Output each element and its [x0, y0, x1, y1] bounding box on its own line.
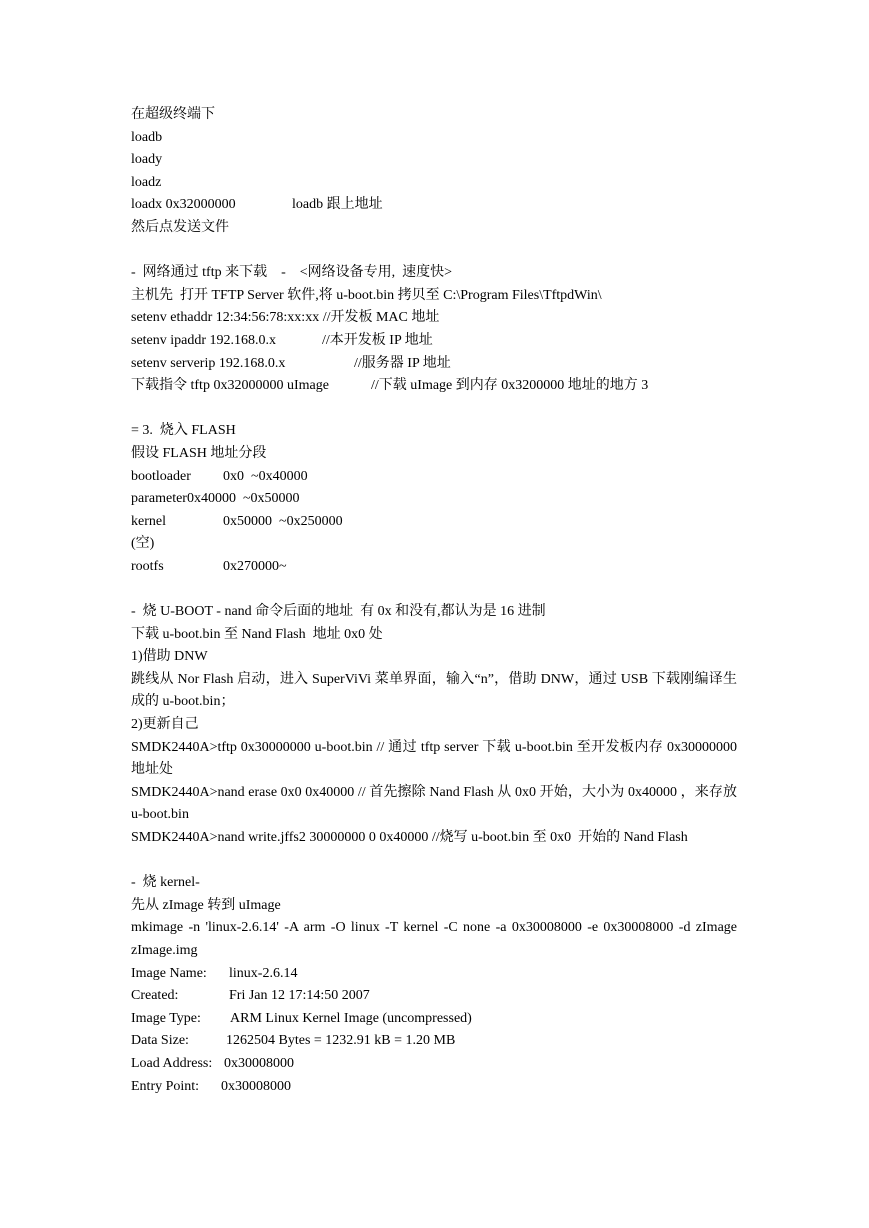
- text-line: loadb: [131, 129, 163, 145]
- info-label: Image Type:: [131, 1010, 201, 1026]
- image-info-row: [131, 1076, 737, 1099]
- command-text: 下载指令 tftp 0x32000000 uImage: [131, 378, 329, 394]
- text-line: 下载 u-boot.bin 至 Nand Flash 地址 0x0 处: [131, 626, 383, 642]
- info-label: Entry Point:: [131, 1078, 200, 1094]
- partition-range: 0x50000 ~0x250000: [223, 513, 343, 529]
- text-line: loady: [131, 152, 163, 168]
- text-line: SMDK2440A>nand write.jffs2 30000000 0 0x40000 //烧写 u-boot.bin 至 0x0 开始的 Nand Flash: [131, 830, 688, 845]
- comment-text: //本开发板 IP 地址: [322, 332, 433, 348]
- command-text: setenv ipaddr 192.168.0.x: [131, 332, 277, 348]
- partition-name: rootfs: [131, 558, 164, 574]
- info-value: 0x30008000: [224, 1055, 294, 1071]
- text-paragraph: SMDK2440A>nand erase 0x0 0x40000 // 首先擦除 Nand Flash 从 0x0 开始，大小为 0x40000 ，来存放 u-boot.bin: [131, 784, 737, 823]
- image-info-row: [131, 1053, 737, 1076]
- info-label: Image Name:: [131, 965, 207, 981]
- comment-text: //服务器 IP 地址: [354, 355, 451, 371]
- info-label: Data Size:: [131, 1033, 189, 1049]
- text-line: [131, 330, 737, 353]
- comment-text: //下载 uImage 到内存 0x3200000 地址的地方 3: [371, 378, 649, 394]
- text-paragraph: SMDK2440A>tftp 0x30000000 u-boot.bin // 通过 tftp server 下载 u-boot.bin 至开发板内存 0x30000000 地址处: [131, 739, 737, 778]
- text-paragraph: mkimage -n 'linux-2.6.14' -A arm -O linux -T kernel -C none -a 0x30008000 -e 0x30008000 -d zImage zImage.img: [131, 920, 737, 958]
- text-line: 先从 zImage 转到 uImage: [131, 897, 281, 913]
- text-line: [131, 353, 737, 376]
- text-line: 在超级终端下: [131, 107, 215, 122]
- partition-name: bootloader: [131, 468, 191, 484]
- blank-line: [131, 578, 737, 601]
- image-info-row: [131, 963, 737, 986]
- partition-name: kernel: [131, 513, 166, 529]
- text-line: [131, 556, 737, 579]
- text-line: [131, 375, 737, 398]
- image-info-row: [131, 1008, 737, 1031]
- command-text: loadx 0x32000000: [131, 197, 236, 213]
- comment-text: loadb 跟上地址: [292, 197, 383, 213]
- text-line: [131, 194, 737, 217]
- document-body: [131, 104, 737, 1098]
- text-line: = 3. 烧入 FLASH: [131, 423, 236, 439]
- text-line: setenv ethaddr 12:34:56:78:xx:xx //开发板 MAC 地址: [131, 310, 440, 326]
- text-line: - 烧 U-BOOT - nand 命令后面的地址 有 0x 和没有,都认为是 16 进制: [131, 604, 546, 620]
- text-paragraph: 跳线从 Nor Flash 启动，进入 SuperViVi 菜单界面，输入“n”，借助 DNW，通过 USB 下载刚编译生成的 u-boot.bin；: [131, 671, 737, 710]
- image-info-row: [131, 985, 737, 1008]
- text-line: parameter0x40000 ~0x50000: [131, 491, 300, 507]
- text-line: - 网络通过 tftp 来下载 - <网络设备专用, 速度快>: [131, 265, 453, 281]
- partition-range: 0x0 ~0x40000: [223, 468, 308, 484]
- partition-range: 0x270000~: [223, 558, 287, 574]
- text-line: [131, 466, 737, 489]
- image-info-row: [131, 1030, 737, 1053]
- text-line: 然后点发送文件: [131, 219, 229, 235]
- text-line: 假设 FLASH 地址分段: [131, 445, 267, 461]
- info-label: Load Address:: [131, 1055, 213, 1071]
- text-line: (空): [131, 536, 155, 552]
- info-label: Created:: [131, 988, 179, 1004]
- text-line: - 烧 kernel-: [131, 875, 200, 891]
- text-line: 1)借助 DNW: [131, 649, 208, 665]
- info-value: Fri Jan 12 17:14:50 2007: [229, 988, 370, 1004]
- text-line: loadz: [131, 174, 162, 190]
- text-line: 主机先 打开 TFTP Server 软件,将 u-boot.bin 拷贝至 C:\Program Files\TftpdWin\: [131, 287, 602, 303]
- info-value: 0x30008000: [221, 1078, 291, 1094]
- text-line: 2)更新自己: [131, 717, 199, 733]
- text-line: [131, 511, 737, 534]
- info-value: ARM Linux Kernel Image (uncompressed): [230, 1010, 472, 1026]
- blank-line: [131, 240, 737, 263]
- info-value: linux-2.6.14: [229, 965, 298, 981]
- blank-line: [131, 850, 737, 873]
- command-text: setenv serverip 192.168.0.x: [131, 355, 286, 371]
- info-value: 1262504 Bytes = 1232.91 kB = 1.20 MB: [226, 1033, 456, 1049]
- blank-line: [131, 398, 737, 421]
